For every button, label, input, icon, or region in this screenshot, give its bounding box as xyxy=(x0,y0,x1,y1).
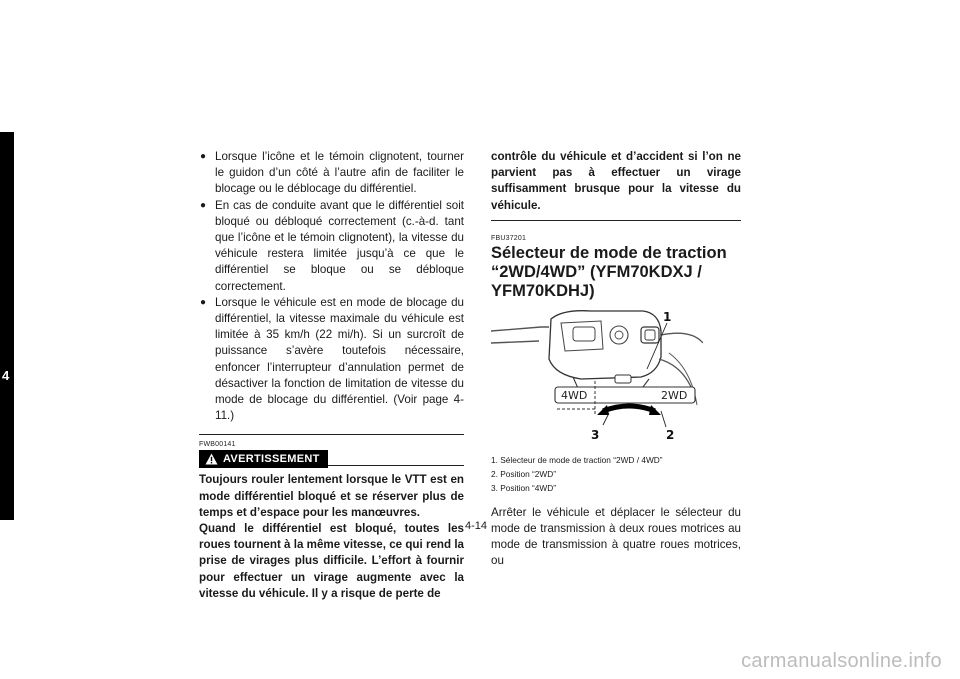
watermark: carmanualsonline.info xyxy=(741,650,942,672)
warning-badge xyxy=(199,450,328,468)
body-paragraph: Arrêter le véhicule et déplacer le sélecteur du mode de transmission à deux roues motrices au mode de transmission à quatre roues motrices, ou xyxy=(491,505,741,568)
right-column xyxy=(491,149,741,570)
warning-continuation: contrôle du véhicule et d’accident si l’on ne parvient pas à effectuer un virage suffisamment brusque pour la vitesse du véhicule. xyxy=(491,150,741,212)
warning-label: AVERTISSEMENT xyxy=(223,453,320,466)
warning-header xyxy=(199,450,464,468)
left-column xyxy=(199,149,464,602)
bullet-item: ● Lorsque le véhicule est en mode de blocage du différentiel, la vitesse maximale du véhicule est limitée à 35 km/h (22 mi/h). Si un surcroît de puissance s’avère toutefois nécessaire, enfoncer l’interrupteur d’annulation permet de désactiver la fonction de limitation de vitesse du mode de blocage du différentiel. (Voir page 4-11.) xyxy=(199,295,464,425)
bullet-list xyxy=(199,149,464,424)
caption-item: 1. Sélecteur de mode de traction “2WD / 4WD” xyxy=(491,454,663,465)
warning-rule xyxy=(328,465,464,466)
divider xyxy=(491,220,741,221)
divider xyxy=(199,434,464,435)
callout-1: 1 xyxy=(663,309,672,324)
bullet-item: ● Lorsque l’icône et le témoin clignotent, tourner le guidon d’un côté à l’autre afin de faciliter le blocage ou le déblocage du différentiel. xyxy=(199,149,464,198)
section-title: Sélecteur de mode de traction “2WD/4WD” (YFM70KDXJ / YFM70KDHJ) xyxy=(491,243,727,300)
warning-code: FWB00141 xyxy=(199,441,236,449)
bullet-item: ● En cas de conduite avant que le différentiel soit bloqué ou débloqué correctement (c.-à-d. tant que l’icône et le témoin clignotent), la vitesse du véhicule restera limitée jusqu’à ce que le différentiel se bloque ou se débloque correctement. xyxy=(199,198,464,295)
section-code: FBU37201 xyxy=(491,234,527,242)
handlebar-figure xyxy=(491,309,703,449)
caption-item: 3. Position “4WD” xyxy=(491,482,557,493)
warning-paragraph: Quand le différentiel est bloqué, toutes les roues tournent à la même vitesse, ce qui rend la prise de virages plus difficile. L’effort à fournir pour effectuer un virage augmente avec la vitesse du véhicule. Il y a risque de perte de xyxy=(199,522,464,600)
warning-paragraph: Toujours rouler lentement lorsque le VTT est en mode différentiel bloqué et se réserver plus de temps et d’espace pour les manœuvres. xyxy=(199,473,464,519)
figure-captions xyxy=(491,453,741,495)
warning-triangle-icon xyxy=(205,453,218,465)
chapter-tab xyxy=(0,132,14,520)
label-4wd: 4WD xyxy=(561,388,588,402)
caption-item: 2. Position “2WD” xyxy=(491,468,557,479)
handlebar-switch-illustration xyxy=(491,309,703,449)
callout-2: 2 xyxy=(666,427,675,442)
chapter-number: 4 xyxy=(2,368,10,383)
callout-3: 3 xyxy=(591,427,600,442)
page-number: 4-14 xyxy=(465,520,488,532)
label-2wd: 2WD xyxy=(661,388,688,402)
